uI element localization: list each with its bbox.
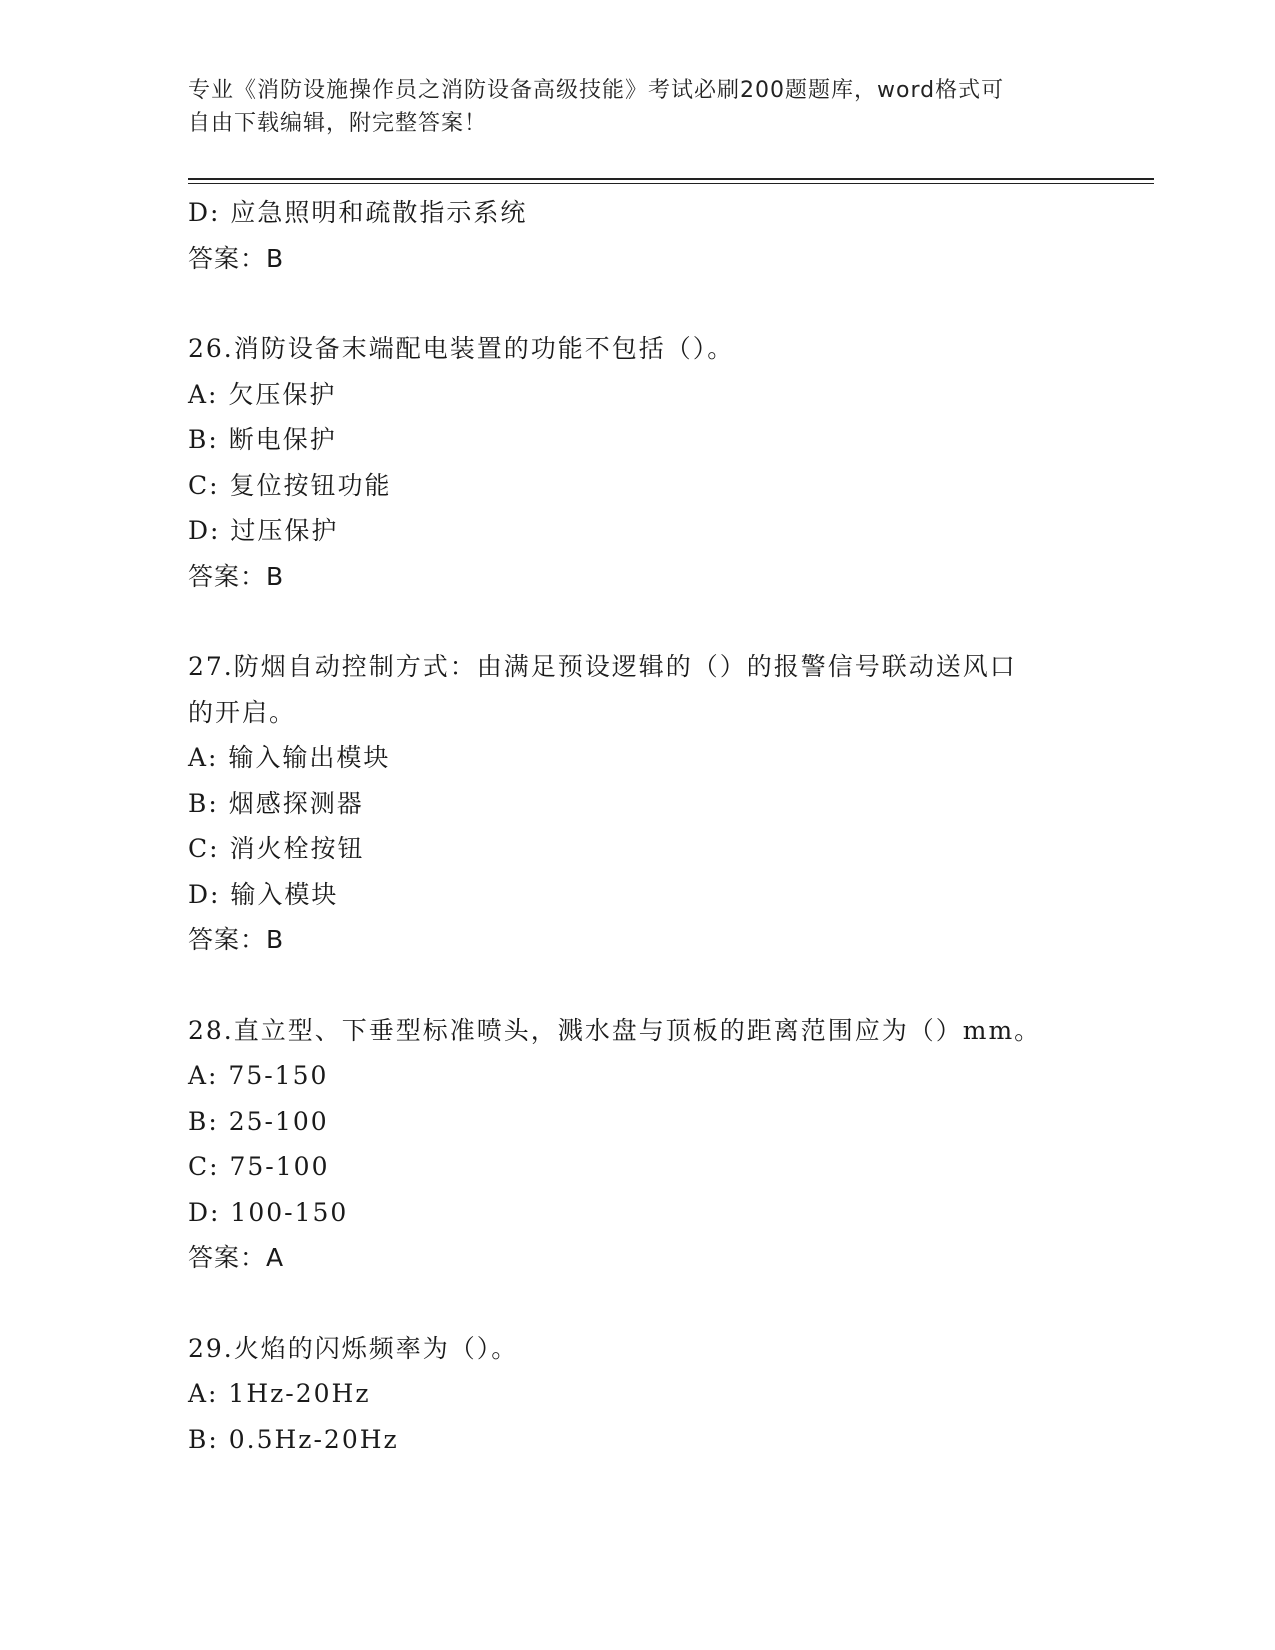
option-b: B: 0.5Hz-20Hz: [188, 1424, 399, 1454]
question-stem-line-1: 27.防烟自动控制方式：由满足预设逻辑的（）的报警信号联动送风口: [188, 652, 1017, 681]
answer: 答案：B: [188, 925, 285, 954]
question-29: [188, 1326, 1088, 1463]
question-stem: 29.火焰的闪烁频率为（）。: [188, 1333, 519, 1363]
option-a: A: 75-150: [188, 1061, 329, 1090]
answer: 答案：A: [188, 1243, 285, 1272]
option-d: D: 输入模块: [188, 879, 339, 909]
option-d: D: 应急照明和疏散指示系统: [188, 198, 528, 227]
question-fragment: [188, 190, 1088, 281]
option-b: B: 烟感探测器: [188, 788, 364, 818]
option-d: D: 过压保护: [188, 516, 339, 545]
spacer: [188, 599, 1088, 644]
question-28: [188, 1008, 1088, 1281]
question-stem: 28.直立型、下垂型标准喷头，溅水盘与顶板的距离范围应为（）mm。: [188, 1015, 1042, 1045]
spacer: [188, 281, 1088, 326]
spacer: [188, 1281, 1088, 1326]
option-a: A: 输入输出模块: [188, 743, 391, 772]
header-divider-thin: [188, 183, 1154, 184]
question-stem-line-2: 的开启。: [188, 697, 297, 727]
document-body: [188, 190, 1088, 1462]
option-b: B: 断电保护: [188, 425, 337, 454]
header-line-2: 自由下载编辑，附完整答案！: [188, 111, 488, 136]
question-27: [188, 644, 1088, 963]
answer: 答案：B: [188, 561, 285, 591]
spacer: [188, 963, 1088, 1008]
header-divider-thick: [188, 178, 1154, 180]
option-c: C: 75-100: [188, 1152, 330, 1181]
option-a: A: 1Hz-20Hz: [188, 1379, 371, 1408]
header-line-1: 专业《消防设施操作员之消防设备高级技能》考试必刷200题题库，word格式可: [188, 78, 1005, 103]
question-26: [188, 326, 1088, 599]
option-b: B: 25-100: [188, 1106, 329, 1136]
answer: 答案：B: [188, 243, 285, 273]
option-a: A: 欠压保护: [188, 379, 337, 409]
option-d: D: 100-150: [188, 1197, 349, 1227]
option-c: C: 复位按钮功能: [188, 470, 392, 500]
question-stem: 26.消防设备末端配电装置的功能不包括（）。: [188, 334, 735, 363]
option-c: C: 消火栓按钮: [188, 834, 365, 863]
document-header: [188, 74, 1068, 140]
